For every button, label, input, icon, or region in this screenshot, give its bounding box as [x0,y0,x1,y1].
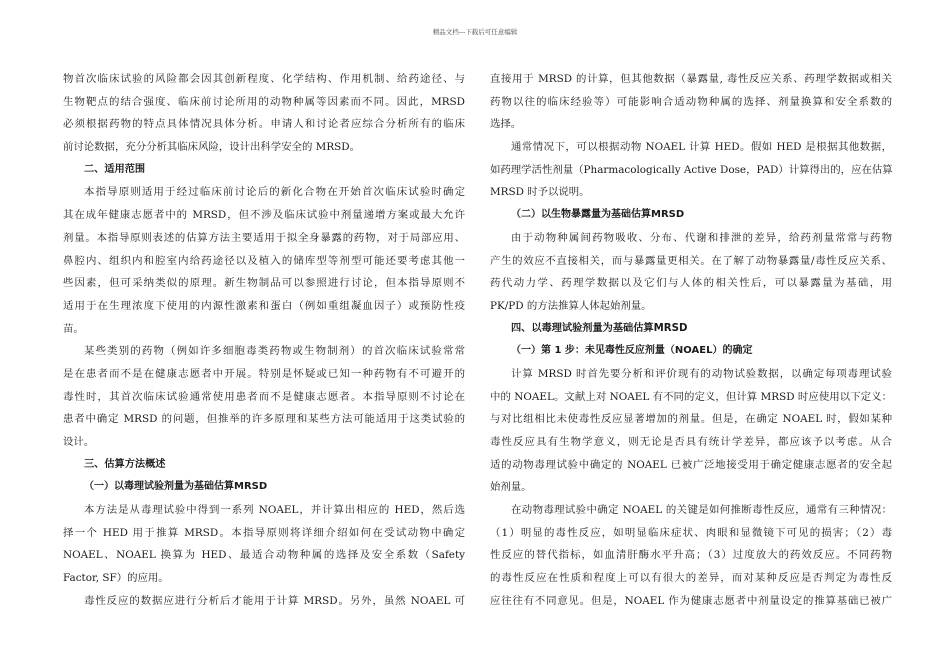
text-line: 本方法是从毒理试验中得到一系列 NOAEL，并计算出相应的 HED，然后选 [84,504,465,517]
page-header: 精品文档---下载后可任意编辑 [432,28,518,36]
text-line: Factor, SF）的应用。 [63,572,169,585]
text-line: 必须根据药物的特点具体情况具体分析。申请人和讨论者应综合分析所有的临床 [63,118,465,131]
text-line: NOAEL、NOAEL 换算为 HED、最适合动物种属的选择及安全系数（Safety [63,549,465,562]
text-line: 通常情况下，可以根据动物 NOAEL 计算 HED。假如 HED 是根据其他数据， [511,141,892,154]
text-line: MRSD 时予以说明。 [490,186,590,199]
text-line: 计算 MRSD 时首先要分析和评价现有的动物试验数据，以确定每项毒理试验 [511,367,892,380]
text-line: （1）明显的毒性反应，如明显临床症状、肉眼和显微镜下可见的损害；（2）毒 [490,526,892,539]
text-line: 物首次临床试验的风险都会因其创新程度、化学结构、作用机制、给药途径、与 [63,73,465,85]
text-line: 选择。 [490,118,522,131]
text-line: 中的 NOAEL。文献上对 NOAEL 有不同的定义，但计算 MRSD 时应使用以下定义： [490,390,892,403]
text-line: 应往往有不同意见。但是，NOAEL 作为健康志愿者中剂量设定的推算基础已被广 [490,594,892,607]
text-line: 如药理学活性剂量（Pharmacologically Active Dose，PAD）计算得出的，应在估算 [490,163,893,176]
section-heading: （一）第 1 步：未见毒性反应剂量（NOAEL）的确定 [511,345,753,357]
text-line: 始剂量。 [490,481,532,494]
section-heading: 三、估算方法概述 [84,458,166,470]
section-heading: 四、以毒理试验剂量为基础估算MRSD [511,322,688,334]
text-line: 剂量。本指导原则表述的估算方法主要适用于拟全身暴露的药物，对于局部应用、 [63,231,465,244]
text-line: 产生的效应不直接相关，而与暴露量更相关。在了解了动物暴露量/毒性反应关系、 [490,254,892,267]
text-line: 与对比组相比未使毒性反应显著增加的剂量。但是，在确定 NOAEL 时，假如某种 [490,413,892,426]
text-line: 本指导原则适用于经过临床前讨论后的新化合物在开始首次临床试验时确定 [84,186,465,199]
text-line: 由于动物种属间药物吸收、分布、代谢和排泄的差异，给药剂量常常与药物 [511,231,892,244]
text-line: 择一个 HED 用于推算 MRSD。本指导原则将详细介绍如何在受试动物中确定 [63,526,465,539]
text-line: 药物以往的临床经验等）可能影响合适动物种属的选择、剂量换算和安全系数的 [490,95,892,108]
text-line: 患者中确定 MRSD 的问题，但推举的许多原理和某些方法可能适用于这类试验的 [63,413,465,426]
text-line: 苗。 [63,322,84,335]
text-line: 直接用于 MRSD 的计算，但其他数据（暴露量, 毒性反应关系、药理学数据或相关 [490,73,892,85]
text-line: 其在成年健康志愿者中的 MRSD，但不涉及临床试验中剂量递增方案或最大允许 [63,209,465,222]
text-line: 药代动力学、药理学数据以及它们与人体的相关性后，可以暴露量为基础，用 [490,277,892,290]
left-text-column [63,68,465,613]
text-line: 性反应的替代指标，如血清肝酶水平升高；（3）过度放大的药效反应。不同药物 [490,549,892,562]
section-heading: （二）以生物暴露量为基础估算MRSD [511,209,685,221]
text-line: 生物靶点的结合强度、临床前讨论所用的动物种属等因素而不同。因此，MRSD [63,95,465,108]
text-line: 前讨论数据，充分分析其临床风险，设计出科学安全的 MRSD。 [63,141,360,154]
section-heading: 二、适用范围 [84,163,146,175]
text-line: 某些类别的药物（例如许多细胞毒类药物或生物制剂）的首次临床试验常常 [84,345,465,358]
text-line: 毒性反应的数据应进行分析后才能用于计算 MRSD。另外，虽然 NOAEL 可 [84,594,465,607]
text-line: 是在患者而不是在健康志愿者中开展。特别是怀疑或已知一种药物有不可避开的 [63,367,465,380]
text-line: 的毒性反应在性质和程度上可以有很大的差异，而对某种反应是否判定为毒性反 [490,572,892,585]
text-line: PK/PD 的方法推算人体起始剂量。 [490,299,652,312]
text-line: 设计。 [63,436,95,448]
text-line: 在动物毒理试验中确定 NOAEL 的关键是如何推断毒性反应，通常有三种情况： [511,504,892,517]
text-line: 毒性时，其首次临床试验通常使用患者而不是健康志愿者。本指导原则不讨论在 [63,390,465,403]
text-line: 些因素，但可采纳类似的原理。新生物制品可以参照进行讨论，但本指导原则不 [63,277,465,290]
text-line: 鼻腔内、组织内和腔室内给药途径以及植入的储库型等剂型可能还要考虑其他一 [63,254,465,267]
section-heading: （一）以毒理试验剂量为基础估算MRSD [84,481,268,493]
text-line: 毒性反应具有生物学意义，则无论是否具有统计学差异，都应该予以考虑。从合 [490,436,892,448]
text-line: 适的动物毒理试验中确定的 NOAEL 已被广泛地接受用于确定健康志愿者的安全起 [490,458,892,471]
right-text-column [490,68,892,613]
text-line: 适用于在生理浓度下使用的内源性激素和蛋白（例如重组凝血因子）或预防性疫 [63,299,465,312]
